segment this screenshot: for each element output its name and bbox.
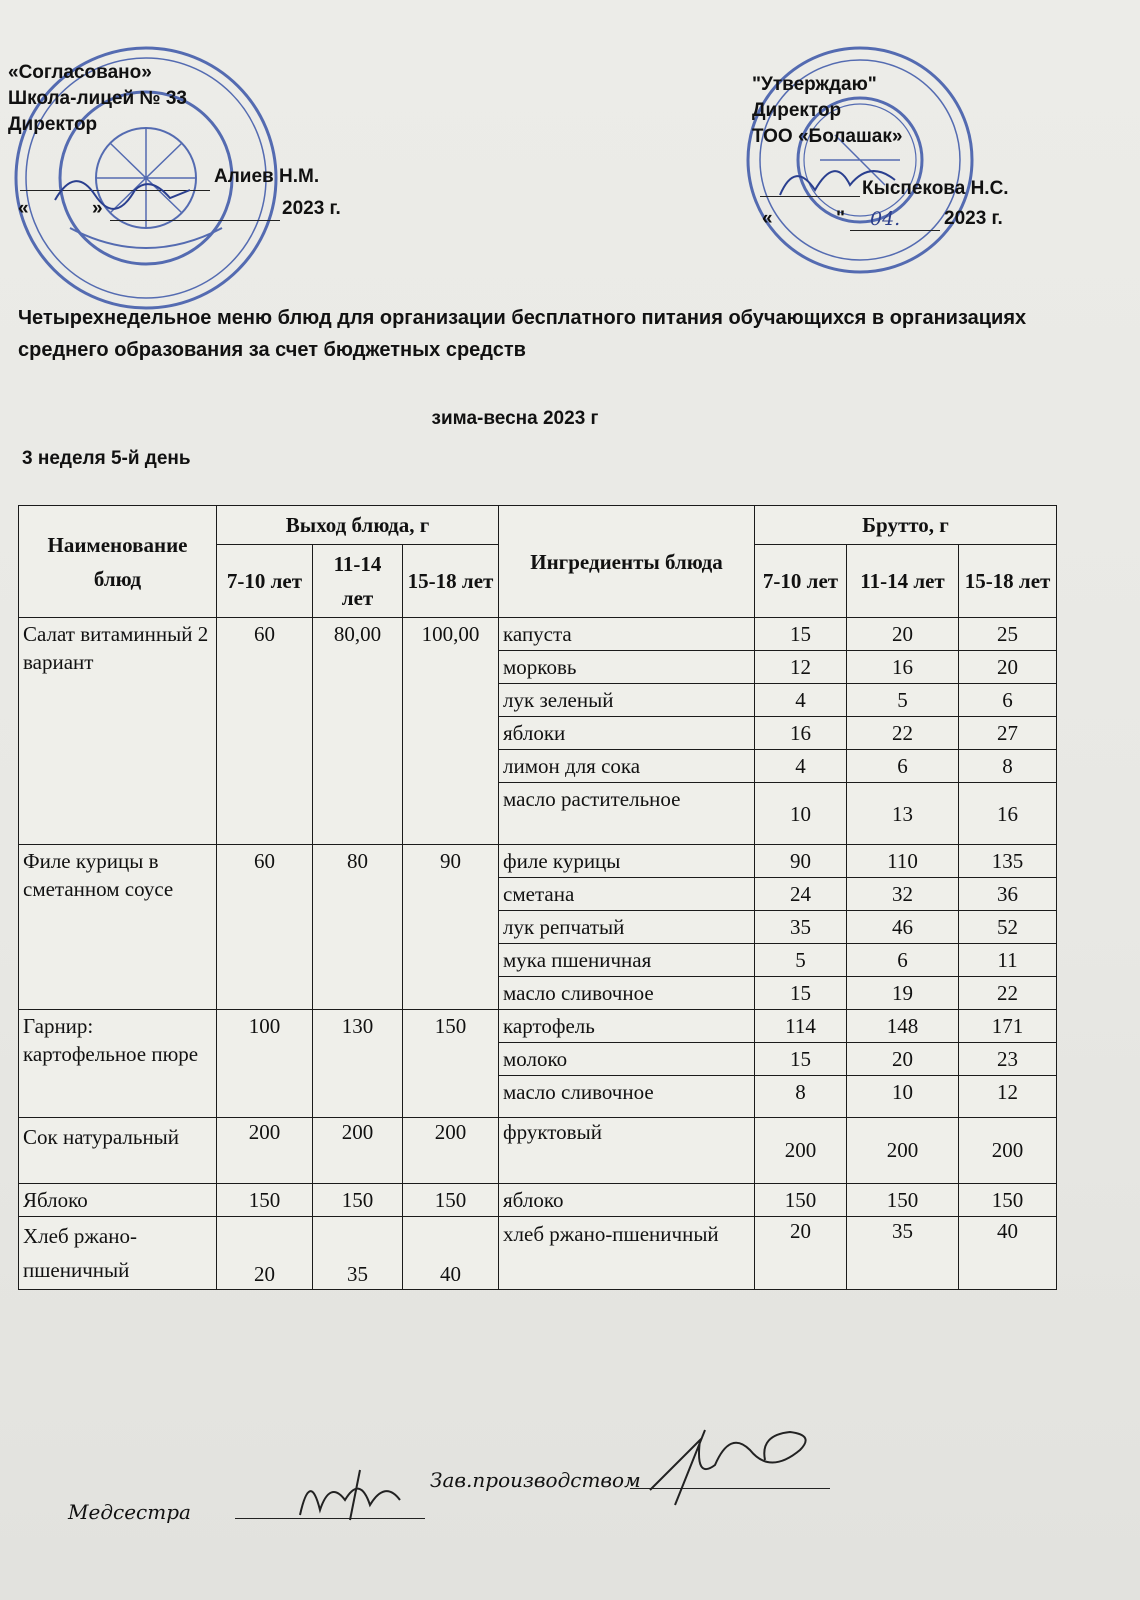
week-day-label: 3 неделя 5-й день [22,448,191,469]
header-yield-age: 7-10 лет [217,545,313,618]
ingredient-name: хлеб ржано-пшеничный [499,1217,755,1290]
approval-left-name: Алиев Н.М. [214,166,320,187]
gross-value: 16 [755,717,847,750]
gross-value: 15 [755,618,847,651]
header-yield: Выход блюда, г [217,506,499,545]
approval-right-month: 04. [870,208,901,230]
dish-yield: 90 [403,845,499,1010]
ingredient-name: лимон для сока [499,750,755,783]
header-gross-age: 11-14 лет [847,545,959,618]
gross-value: 10 [755,783,847,845]
gross-value: 4 [755,750,847,783]
dish-name: Филе курицы в сметанном соусе [19,845,217,1010]
dish-yield: 40 [403,1217,499,1290]
ingredient-name: лук репчатый [499,911,755,944]
production-manager-label: Зав.производством [430,1468,641,1492]
approval-left-position: Директор [8,114,98,135]
gross-value: 40 [959,1217,1057,1290]
gross-value: 200 [847,1118,959,1184]
dish-yield: 60 [217,845,313,1010]
approval-right-company: ТОО «Болашак» [752,126,903,147]
approval-left-date-open: « [18,198,29,219]
gross-value: 27 [959,717,1057,750]
dish-yield: 100,00 [403,618,499,845]
gross-value: 5 [755,944,847,977]
ingredient-name: масло сливочное [499,977,755,1010]
approval-right-title: "Утверждаю" [752,74,877,95]
table-row [19,845,1057,878]
gross-value: 150 [847,1184,959,1217]
gross-value: 20 [847,618,959,651]
gross-value: 135 [959,845,1057,878]
approval-right-date-open: « [762,208,773,229]
gross-value: 150 [755,1184,847,1217]
header-dish-name: Наименование блюд [19,506,217,618]
ingredient-name: филе курицы [499,845,755,878]
dish-name: Яблоко [19,1184,217,1217]
ingredient-name: яблоко [499,1184,755,1217]
dish-yield: 130 [313,1010,403,1118]
dish-yield: 35 [313,1217,403,1290]
gross-value: 11 [959,944,1057,977]
table-row [19,1010,1057,1043]
ingredient-name: фруктовый [499,1118,755,1184]
approval-right-year: 2023 г. [944,208,1003,229]
ingredient-name: мука пшеничная [499,944,755,977]
gross-value: 19 [847,977,959,1010]
gross-value: 150 [959,1184,1057,1217]
approval-block-right [752,72,902,150]
ingredient-name: молоко [499,1043,755,1076]
header-gross-age: 15-18 лет [959,545,1057,618]
production-manager-signature [640,1420,830,1510]
gross-value: 15 [755,977,847,1010]
dish-name: Гарнир: картофельное пюре [19,1010,217,1118]
table-row [19,1118,1057,1184]
gross-value: 46 [847,911,959,944]
dish-yield: 150 [403,1184,499,1217]
dish-name: Хлеб ржано-пшеничный [19,1217,217,1290]
gross-value: 20 [847,1043,959,1076]
header-gross-age: 7-10 лет [755,545,847,618]
header-yield-age: 15-18 лет [403,545,499,618]
dish-name: Салат витаминный 2 вариант [19,618,217,845]
approval-right-position: Директор [752,100,842,121]
ingredient-name: лук зеленый [499,684,755,717]
menu-table [18,505,1057,1290]
approval-right-name: Кыспекова Н.С. [862,178,1009,199]
dish-yield: 60 [217,618,313,845]
approval-left-school: Школа-лицей № 33 [8,88,187,109]
gross-value: 15 [755,1043,847,1076]
gross-value: 32 [847,878,959,911]
approval-left-year: 2023 г. [282,198,341,219]
dish-yield: 200 [403,1118,499,1184]
gross-value: 35 [847,1217,959,1290]
ingredient-name: морковь [499,651,755,684]
gross-value: 6 [847,750,959,783]
header-ingredients: Ингредиенты блюда [499,506,755,618]
gross-value: 8 [959,750,1057,783]
gross-value: 22 [959,977,1057,1010]
header-gross: Брутто, г [755,506,1057,545]
dish-yield: 200 [313,1118,403,1184]
ingredient-name: картофель [499,1010,755,1043]
approval-left-date-close: » [92,198,103,219]
gross-value: 114 [755,1010,847,1043]
handwritten-signature-right [775,150,905,205]
ingredient-name: яблоки [499,717,755,750]
gross-value: 20 [959,651,1057,684]
dish-yield: 20 [217,1217,313,1290]
dish-yield: 150 [217,1184,313,1217]
dish-name: Сок натуральный [19,1118,217,1184]
gross-value: 6 [847,944,959,977]
gross-value: 13 [847,783,959,845]
table-row [19,1217,1057,1290]
gross-value: 90 [755,845,847,878]
nurse-label: Медсестра [68,1500,191,1524]
table-row [19,618,1057,651]
gross-value: 8 [755,1076,847,1118]
dish-yield: 200 [217,1118,313,1184]
nurse-signature [290,1460,420,1530]
ingredient-name: капуста [499,618,755,651]
gross-value: 12 [959,1076,1057,1118]
gross-value: 171 [959,1010,1057,1043]
table-row [19,1184,1057,1217]
handwritten-signature-left [50,160,200,220]
ingredient-name: масло сливочное [499,1076,755,1118]
date-line-left [110,220,280,221]
season-label: зима-весна 2023 г [431,408,599,429]
ingredient-name: сметана [499,878,755,911]
approval-right-date-mid: " [836,208,846,229]
approval-left-title: «Согласовано» [8,62,152,83]
document-title: Четырехнедельное меню блюд для организации бесплатного питания обучающихся в организациях среднего образования за счет бюджетных средств [18,307,1027,361]
gross-value: 16 [847,651,959,684]
gross-value: 20 [755,1217,847,1290]
dish-yield: 80,00 [313,618,403,845]
gross-value: 10 [847,1076,959,1118]
header-yield-age: 11-14 лет [313,545,403,618]
dish-yield: 150 [313,1184,403,1217]
gross-value: 4 [755,684,847,717]
gross-value: 200 [755,1118,847,1184]
gross-value: 24 [755,878,847,911]
ingredient-name: масло растительное [499,783,755,845]
gross-value: 200 [959,1118,1057,1184]
gross-value: 110 [847,845,959,878]
gross-value: 35 [755,911,847,944]
approval-block-left [8,60,187,138]
gross-value: 16 [959,783,1057,845]
gross-value: 25 [959,618,1057,651]
gross-value: 12 [755,651,847,684]
dish-yield: 150 [403,1010,499,1118]
gross-value: 22 [847,717,959,750]
gross-value: 148 [847,1010,959,1043]
dish-yield: 80 [313,845,403,1010]
gross-value: 36 [959,878,1057,911]
gross-value: 52 [959,911,1057,944]
dish-yield: 100 [217,1010,313,1118]
gross-value: 6 [959,684,1057,717]
gross-value: 23 [959,1043,1057,1076]
gross-value: 5 [847,684,959,717]
